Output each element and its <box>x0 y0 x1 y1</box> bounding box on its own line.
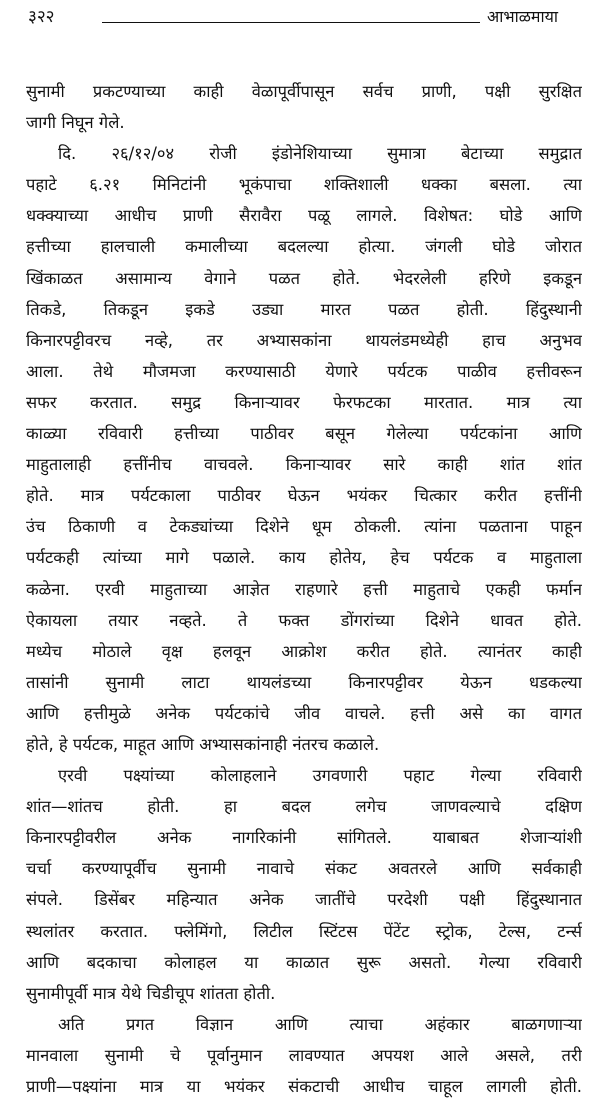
text-line: प्राणी—पक्ष्यांना मात्र या भयंकर संकटाची आधीच चाहूल लागली होती. <box>26 1077 582 1096</box>
page-number: ३२२ <box>28 7 55 27</box>
text-line: तिकडे, तिकडून इकडे उड्या मारत पळत होती. हिंदुस्थानी <box>26 299 582 319</box>
text-line: काळ्या रविवारी हत्तीच्या पाठीवर बसून गेलेल्या पर्यटकांना आणि <box>26 424 582 444</box>
text-line: खिंकाळत असामान्य वेगाने पळत होते. भेदरलेली हरिणे इकडून <box>26 268 582 288</box>
text-line: दि. २६/१२/०४ रोजी इंडोनेशियाच्या सुमात्रा बेटाच्या समुद्रात <box>58 144 582 164</box>
text-line: सुनामी प्रकटण्याच्या काही वेळापूर्वीपासून सर्वच प्राणी, पक्षी सुरक्षित <box>26 82 582 101</box>
paragraph <box>26 138 582 760</box>
text-line: होते, हे पर्यटक, माहूत आणि अभ्यासकांनाही नंतरच कळाले. <box>26 734 380 754</box>
text-line: माहुतालाही हत्तींनीच वाचवले. किनाऱ्यावर सारे काही शांत शांत <box>26 455 582 475</box>
text-line: अति प्रगत विज्ञान आणि त्याचा अहंकार बाळगणाऱ्या <box>58 1014 582 1034</box>
text-line: जागी निघून गेले. <box>26 113 125 133</box>
text-line: ऐकायला तयार नव्हते. ते फक्त डोंगरांच्या दिशेने धावत होते. <box>26 610 582 630</box>
text-line: किनारपट्टीवरच नव्हे, तर अभ्यासकांना थायलंडमध्येही हाच अनुभव <box>26 330 582 350</box>
text-line: शांत—शांतच होती. हा बदल लगेच जाणवल्याचे दक्षिण <box>26 797 582 817</box>
text-line: आणि बदकाचा कोलाहल या काळात सुरू असतो. गेल्या रविवारी <box>26 952 582 972</box>
paragraph <box>26 76 582 138</box>
text-line: पर्यटकही त्यांच्या मागे पळाले. काय होतेय, हेच पर्यटक व माहुताला <box>26 548 582 568</box>
text-line: स्थलांतर करतात. फ्लेमिंगो, लिटील स्टिंटस पेंटेंट स्ट्रोक, टेल्स, टर्न्स <box>26 921 582 941</box>
text-line: सफर करतात. समुद्र किनाऱ्यावर फेरफटका मारतात. मात्र त्या <box>26 392 582 412</box>
text-line: चर्चा करण्यापूर्वीच सुनामी नावाचे संकट अवतरले आणि सर्वकाही <box>26 859 582 879</box>
text-line: कळेना. एरवी माहुताच्या आज्ञेत राहणारे हत्ती माहुताचे एकही फर्मान <box>26 579 582 599</box>
text-line: धक्क्याच्या आधीच प्राणी सैरावैरा पळू लागले. विशेषत: घोडे आणि <box>26 206 582 226</box>
text-line: संपले. डिसेंबर महिन्यात अनेक जातींचे परदेशी पक्षी हिंदुस्थानात <box>26 890 582 910</box>
text-line: किनारपट्टीवरील अनेक नागरिकांनी सांगितले. याबाबत शेजाऱ्यांशी <box>26 828 582 848</box>
text-line: पहाटे ६.२१ मिनिटांनी भूकंपाचा शक्तिशाली धक्का बसला. त्या <box>26 175 582 195</box>
paragraph <box>26 1009 582 1102</box>
running-title: आभाळमाया <box>487 7 559 26</box>
body-text <box>26 76 582 1102</box>
text-line: मानवाला सुनामी चे पूर्वानुमान लावण्यात अपयश आले असले, तरी <box>26 1045 582 1065</box>
header-rule <box>102 22 480 23</box>
text-line: उंच ठिकाणी व टेकड्यांच्या दिशेने धूम ठोकली. त्यांना पळताना पाहून <box>26 517 582 537</box>
text-line: आला. तेथे मौजमजा करण्यासाठी येणारे पर्यटक पाळीव हत्तीवरून <box>26 361 582 381</box>
text-line: हत्तीच्या हालचाली कमालीच्या बदलल्या होत्या. जंगली घोडे जोरात <box>26 237 582 257</box>
text-line: होते. मात्र पर्यटकाला पाठीवर घेऊन भयंकर चित्कार करीत हत्तींनी <box>26 486 582 506</box>
text-line: तासांनी सुनामी लाटा थायलंडच्या किनारपट्टीवर येऊन धडकल्या <box>26 672 582 692</box>
text-line: मध्येच मोठाले वृक्ष हलवून आक्रोश करीत होते. त्यानंतर काही <box>26 641 582 661</box>
paragraph <box>26 760 582 1009</box>
text-line: आणि हत्तीमुळे अनेक पर्यटकांचे जीव वाचले. हत्ती असे का वागत <box>26 703 582 723</box>
text-line: सुनामीपूर्वी मात्र येथे चिडीचूप शांतता होती. <box>26 983 276 1003</box>
text-line: एरवी पक्ष्यांच्या कोलाहलाने उगवणारी पहाट गेल्या रविवारी <box>58 766 582 786</box>
